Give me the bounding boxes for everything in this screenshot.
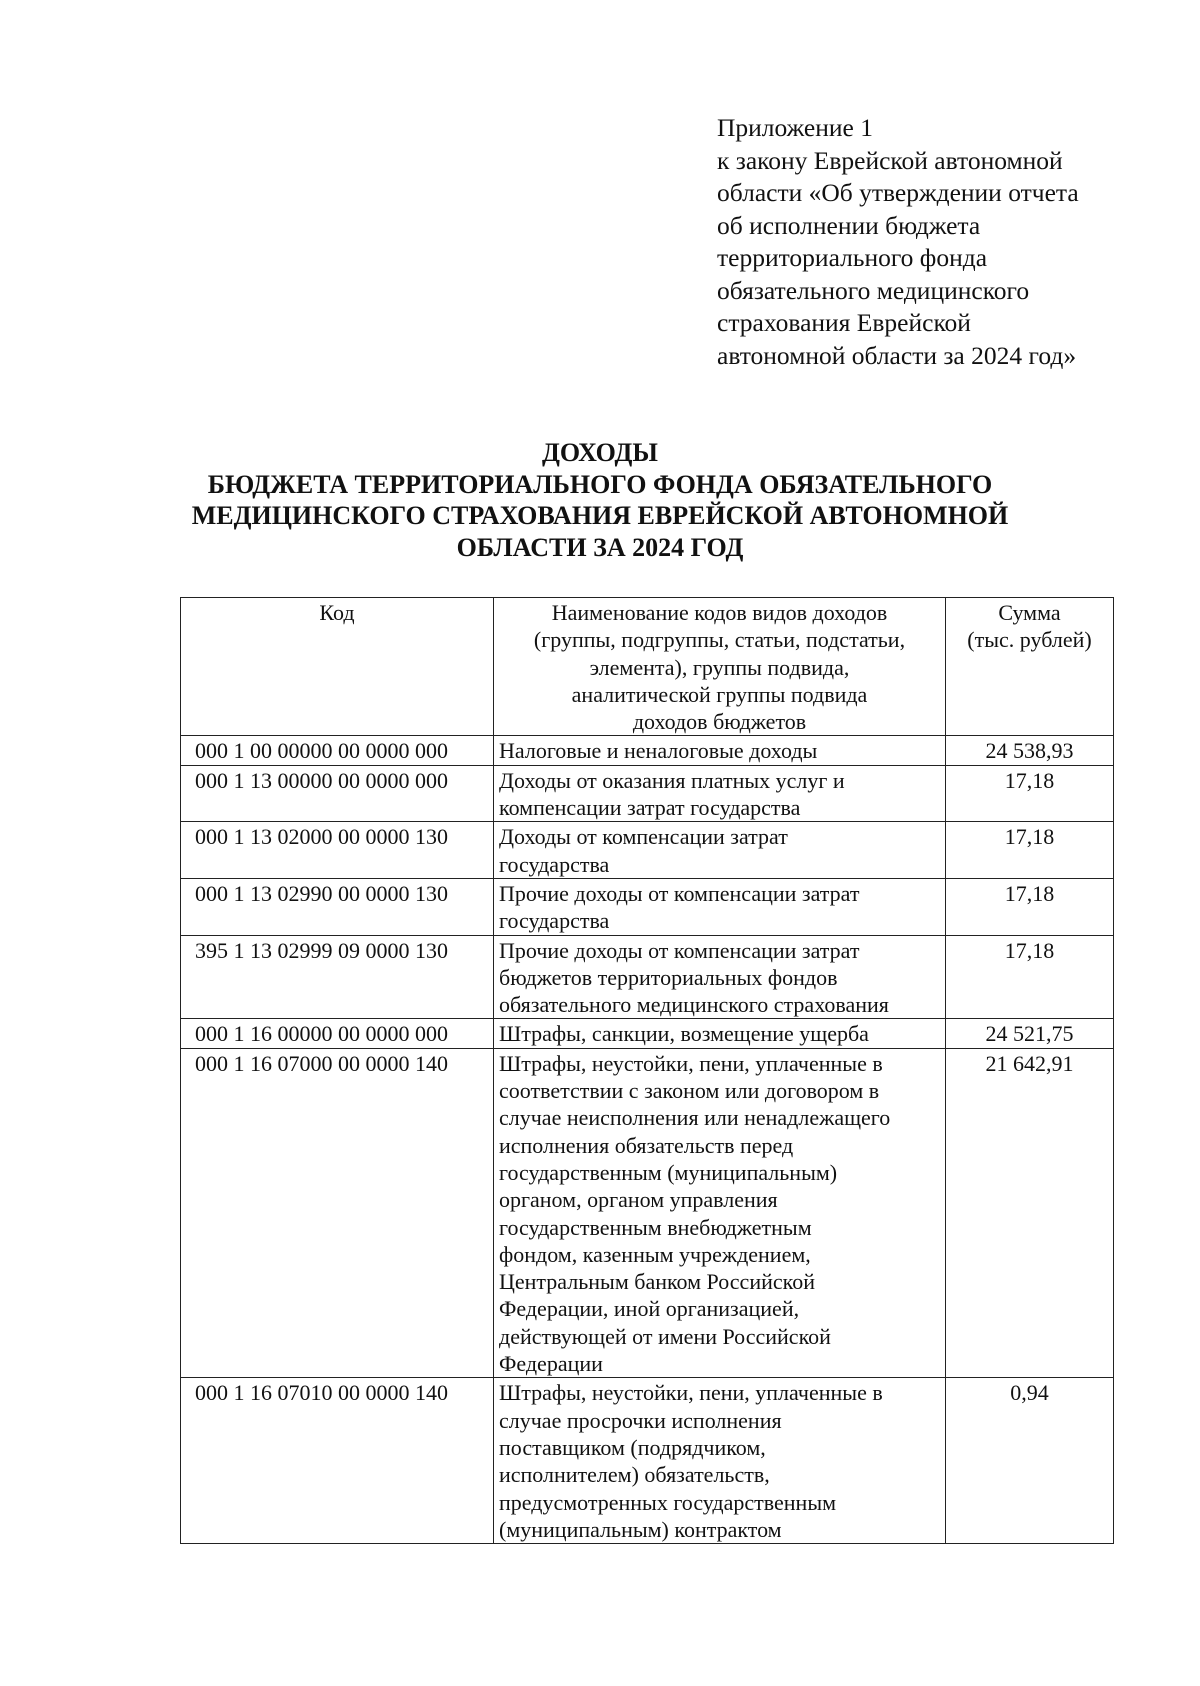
row-code: 000 1 00 00000 00 0000 000: [181, 736, 494, 765]
row-name-line: (муниципальным) контрактом: [499, 1516, 782, 1542]
appendix-line: к закону Еврейской автономной: [717, 145, 1063, 175]
row-sum: 17,18: [946, 765, 1114, 822]
row-code: 000 1 13 02990 00 0000 130: [181, 878, 494, 935]
appendix-line: Приложение 1: [717, 113, 873, 142]
row-name-line: Штрафы, неустойки, пени, уплаченные в: [499, 1380, 883, 1406]
row-name-line: обязательного медицинского страхования: [499, 992, 889, 1018]
header-name-line: доходов бюджетов: [632, 709, 807, 735]
table-row: [181, 822, 1114, 879]
header-name-line: элемента), группы подвида,: [589, 654, 850, 680]
header-name-line: аналитической группы подвида: [571, 681, 868, 707]
row-name-line: Прочие доходы от компенсации затрат: [499, 880, 860, 906]
row-sum: 17,18: [946, 878, 1114, 935]
table-row: [181, 765, 1114, 822]
row-name-line: фондом, казенным учреждением,: [499, 1241, 811, 1267]
row-name: [494, 878, 946, 935]
header-name-line: Наименование кодов видов доходов: [551, 600, 888, 625]
table-row: [181, 1019, 1114, 1048]
title-line: ДОХОДЫ: [542, 438, 658, 467]
appendix-line: территориального фонда: [717, 243, 988, 272]
row-name-line: Штрафы, санкции, возмещение ущерба: [499, 1021, 869, 1047]
row-code: 000 1 16 07010 00 0000 140: [181, 1378, 494, 1544]
appendix-line: страхования Еврейской: [717, 308, 971, 337]
appendix-block: [717, 112, 1167, 372]
row-sum: 24 538,93: [946, 736, 1114, 765]
row-name-line: действующей от имени Российской: [499, 1323, 831, 1349]
row-name-line: компенсации затрат государства: [499, 795, 801, 821]
row-name: [494, 736, 946, 765]
header-sum-line: Сумма: [998, 600, 1061, 625]
appendix-line: обязательного медицинского: [717, 275, 1030, 305]
row-name-line: соответствии с законом или договором в: [499, 1078, 880, 1104]
income-table: [180, 597, 1114, 1544]
row-name-line: бюджетов территориальных фондов: [499, 964, 838, 990]
header-sum: [946, 598, 1114, 736]
appendix-line: автономной области за 2024 год»: [717, 340, 1077, 370]
row-name-line: исполнения обязательств перед: [499, 1132, 794, 1158]
title-line: ОБЛАСТИ ЗА 2024 ГОД: [456, 532, 744, 562]
row-name-line: органом, органом управления: [499, 1187, 778, 1213]
document-title: [150, 437, 1050, 563]
row-sum: 24 521,75: [946, 1019, 1114, 1048]
row-name-line: исполнителем) обязательств,: [499, 1462, 770, 1488]
header-code: Код: [181, 598, 494, 736]
table-row: [181, 1378, 1114, 1544]
appendix-line: об исполнении бюджета: [717, 210, 981, 240]
header-sum-line: (тыс. рублей): [967, 627, 1092, 653]
row-name-line: государства: [499, 851, 610, 877]
row-name-line: государства: [499, 908, 610, 934]
row-name-line: Налоговые и неналоговые доходы: [499, 738, 818, 764]
table-row: [181, 1048, 1114, 1378]
row-name-line: случае просрочки исполнения: [499, 1407, 782, 1433]
row-name-line: Федерации: [499, 1351, 603, 1377]
table-row: [181, 935, 1114, 1019]
row-name: [494, 1048, 946, 1378]
row-code: 395 1 13 02999 09 0000 130: [181, 935, 494, 1019]
table-header-row: [181, 598, 1114, 736]
table-row: [181, 736, 1114, 765]
row-name-line: Федерации, иной организацией,: [499, 1296, 800, 1322]
row-name-line: государственным внебюджетным: [499, 1214, 812, 1240]
row-sum: 17,18: [946, 822, 1114, 879]
row-sum: 17,18: [946, 935, 1114, 1019]
row-name: [494, 765, 946, 822]
row-name-line: государственным (муниципальным): [499, 1159, 838, 1185]
row-name-line: поставщиком (подрядчиком,: [499, 1434, 766, 1460]
row-name: [494, 1019, 946, 1048]
row-name-line: случае неисполнения или ненадлежащего: [499, 1105, 891, 1131]
row-code: 000 1 16 00000 00 0000 000: [181, 1019, 494, 1048]
row-name-line: Прочие доходы от компенсации затрат: [499, 937, 860, 963]
title-line: МЕДИЦИНСКОГО СТРАХОВАНИЯ ЕВРЕЙСКОЙ АВТОНОМНОЙ: [191, 501, 1009, 530]
header-name-line: (группы, подгруппы, статьи, подстатьи,: [533, 627, 906, 653]
row-name: [494, 935, 946, 1019]
header-name: [494, 598, 946, 736]
row-name-line: Центральным банком Российской: [499, 1269, 815, 1295]
table-row: [181, 878, 1114, 935]
row-code: 000 1 13 02000 00 0000 130: [181, 822, 494, 879]
row-sum: 0,94: [946, 1378, 1114, 1544]
row-name-line: Доходы от компенсации затрат: [499, 824, 788, 850]
row-name-line: предусмотренных государственным: [499, 1489, 837, 1515]
row-name-line: Штрафы, неустойки, пени, уплаченные в: [499, 1050, 883, 1076]
row-code: 000 1 13 00000 00 0000 000: [181, 765, 494, 822]
row-name: [494, 1378, 946, 1544]
row-name: [494, 822, 946, 879]
appendix-line: области «Об утверждении отчета: [717, 178, 1079, 207]
title-line: БЮДЖЕТА ТЕРРИТОРИАЛЬНОГО ФОНДА ОБЯЗАТЕЛЬНОГО: [207, 469, 993, 499]
row-code: 000 1 16 07000 00 0000 140: [181, 1048, 494, 1378]
row-sum: 21 642,91: [946, 1048, 1114, 1378]
row-name-line: Доходы от оказания платных услуг и: [499, 767, 845, 793]
